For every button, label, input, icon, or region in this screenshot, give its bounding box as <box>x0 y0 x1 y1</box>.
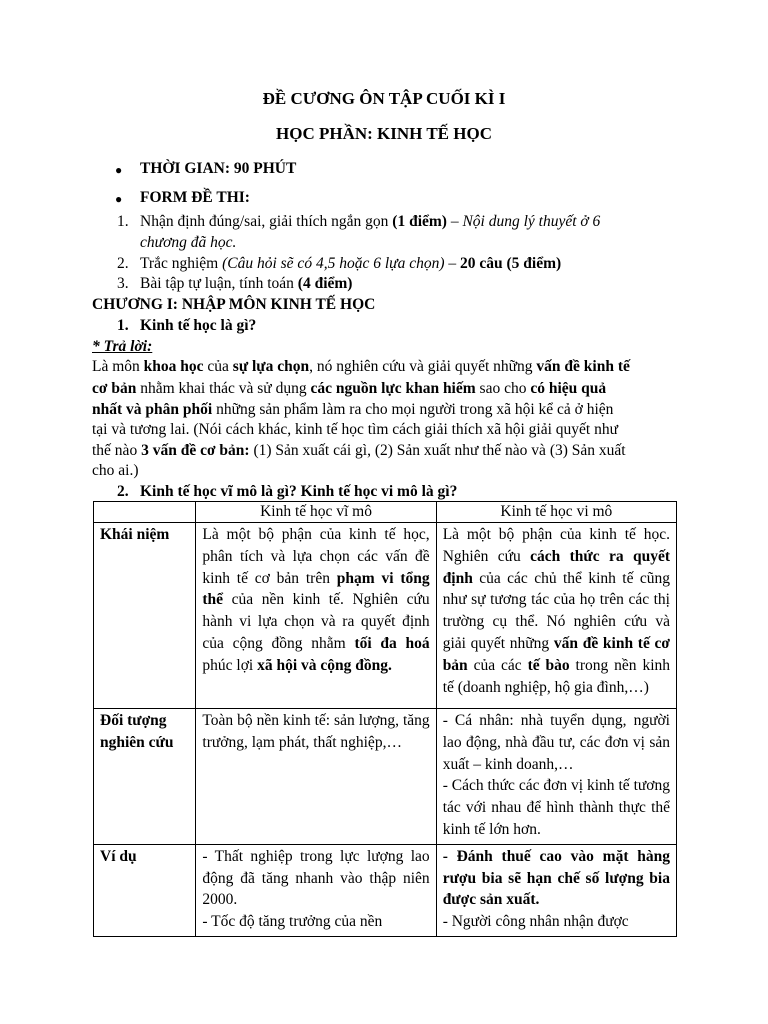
question-number: 1. <box>117 317 129 334</box>
micro-cell: - Cá nhân: nhà tuyển dụng, người lao động, nhà đầu tư, các đơn vị sản xuất – kinh doanh,… - Cách thức các đơn vị kinh tế tương tác với nhau để hình thành thực thể kinh tế lớn hơn. <box>436 709 676 845</box>
answer-label: * Trả lời: <box>92 338 153 355</box>
answer-line: Là môn khoa học của sự lựa chọn, nó nghiên cứu và giải quyết những vấn đề kinh tế <box>92 358 630 375</box>
answer-line: cơ bản nhằm khai thác và sử dụng các nguồn lực khan hiếm sao cho có hiệu quả <box>92 380 607 397</box>
row-label: Khái niệm <box>94 523 196 709</box>
table-header-cell <box>94 502 196 523</box>
answer-line: nhất và phân phối những sản phẩm làm ra cho mọi người trong xã hội kể cả ở hiện <box>92 401 614 418</box>
list-number: 1. <box>117 213 129 230</box>
answer-line: cho ai.) <box>92 462 139 479</box>
macro-cell: Là một bộ phận của kinh tế học, phân tích và lựa chọn các vấn đề kinh tế cơ bản trên phạm vi tổng thể của nền kinh tế. Nghiên cứu hành vi lựa chọn và ra quyết định của cộng đồng nhằm tối đa hoá phúc lợi xã hội và cộng đồng. <box>196 523 436 709</box>
answer-line: thế nào 3 vấn đề cơ bản: (1) Sản xuất cái gì, (2) Sản xuất như thế nào và (3) Sản xuất <box>92 442 626 459</box>
exam-form-item-1: Nhận định đúng/sai, giải thích ngắn gọn (1 điểm) – Nội dung lý thuyết ở 6 <box>140 213 601 230</box>
table-row <box>94 709 677 845</box>
comparison-table <box>93 501 677 937</box>
bullet-dot: ● <box>115 163 123 177</box>
list-number: 2. <box>117 255 129 272</box>
document-subtitle: HỌC PHẦN: KINH TẾ HỌC <box>276 124 492 143</box>
row-label: Đối tượng nghiên cứu <box>94 709 196 845</box>
micro-cell: - Đánh thuế cao vào mặt hàng rượu bia sẽ hạn chế số lượng bia được sản xuất. - Người công nhân nhận được <box>436 844 676 936</box>
table-header-cell: Kinh tế học vi mô <box>436 502 676 523</box>
bullet-dot: ● <box>115 192 123 206</box>
chapter-heading: CHƯƠNG I: NHẬP MÔN KINH TẾ HỌC <box>92 296 376 313</box>
table-row <box>94 844 677 936</box>
macro-cell: - Thất nghiệp trong lực lượng lao động đã tăng nhanh vào thập niên 2000. - Tốc độ tăng trưởng của nền <box>196 844 436 936</box>
row-label: Ví dụ <box>94 844 196 936</box>
answer-line: tại và tương lai. (Nói cách khác, kinh tế học tìm cách giải thích xã hội giải quyết như <box>92 421 619 438</box>
table-header-row <box>94 502 677 523</box>
list-number: 3. <box>117 275 129 292</box>
macro-cell: Toàn bộ nền kinh tế: sản lượng, tăng trưởng, lạm phát, thất nghiệp,… <box>196 709 436 845</box>
question-2: Kinh tế học vĩ mô là gì? Kinh tế học vi mô là gì? <box>140 483 458 500</box>
bullet-time: THỜI GIAN: 90 PHÚT <box>140 160 297 177</box>
document-title: ĐỀ CƯƠNG ÔN TẬP CUỐI KÌ I <box>262 89 506 108</box>
exam-form-item-2: Trắc nghiệm (Câu hỏi sẽ có 4,5 hoặc 6 lựa chọn) – 20 câu (5 điểm) <box>140 255 562 272</box>
question-number: 2. <box>117 483 129 500</box>
question-1: Kinh tế học là gì? <box>140 317 257 334</box>
exam-form-item-1-cont: chương đã học. <box>140 234 237 251</box>
bullet-form: FORM ĐỀ THI: <box>140 189 250 206</box>
table-row <box>94 523 677 709</box>
micro-cell: Là một bộ phận của kinh tế học. Nghiên cứu cách thức ra quyết định của các chủ thể kinh tế cũng như sự tương tác của họ trên các thị trường cụ thể. Nó nghiên cứu và giải quyết những vấn đề kinh tế cơ bản của các tế bào trong nền kinh tế (doanh nghiệp, hộ gia đình,…) <box>436 523 676 709</box>
exam-form-item-3: Bài tập tự luận, tính toán (4 điểm) <box>140 275 353 292</box>
table-header-cell: Kinh tế học vĩ mô <box>196 502 436 523</box>
